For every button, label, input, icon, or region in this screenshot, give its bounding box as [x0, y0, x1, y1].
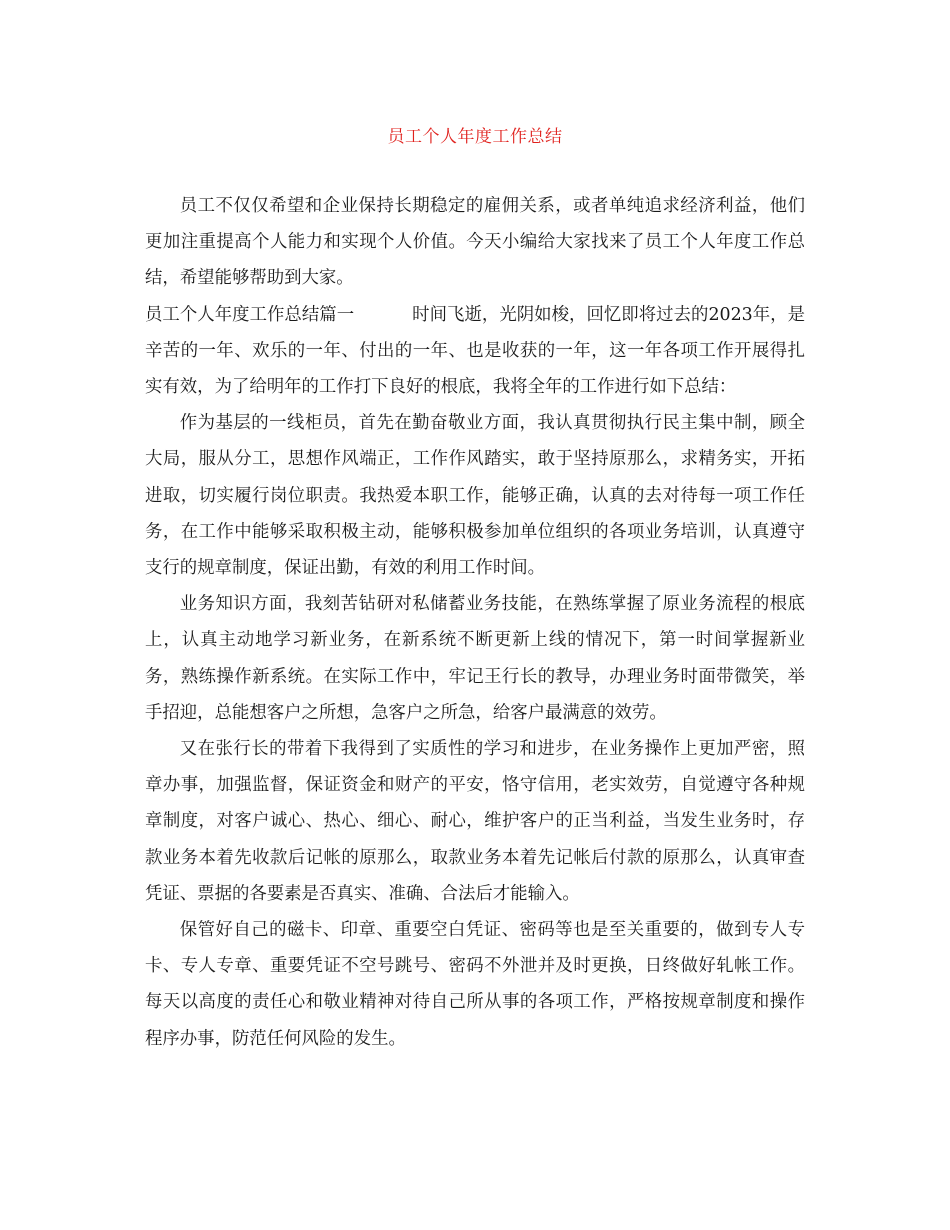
section-heading: 员工个人年度工作总结篇一 [145, 304, 355, 325]
document-body [145, 188, 805, 1057]
intro-paragraph: 员工不仅仅希望和企业保持长期稳定的雇佣关系，或者单纯追求经济利益，他们更加注重提高个人能力和实现个人价值。今天小编给大家找来了员工个人年度工作总结，希望能够帮助到大家。 [145, 196, 805, 289]
document-title: 员工个人年度工作总结 [387, 127, 563, 147]
section-paragraph [145, 297, 805, 406]
body-paragraph: 作为基层的一线柜员，首先在勤奋敬业方面，我认真贯彻执行民主集中制，顾全大局，服从分工，思想作风端正，工作作风踏实，敢于坚持原那么，求精务实，开拓进取，切实履行岗位职责。我热爱本职工作，能够正确，认真的去对待每一项工作任务，在工作中能够采取积极主动，能够积极参加单位组织的各项业务培训，认真遵守支行的规章制度，保证出勤，有效的利用工作时间。 [145, 413, 805, 579]
body-paragraph: 业务知识方面，我刻苦钻研对私储蓄业务技能，在熟练掌握了原业务流程的根底上，认真主动地学习新业务，在新系统不断更新上线的情况下，第一时间掌握新业务，熟练操作新系统。在实际工作中，牢记王行长的教导，办理业务时面带微笑，举手招迎，总能想客户之所想，急客户之所急，给客户最满意的效劳。 [145, 594, 805, 723]
body-paragraph: 又在张行长的带着下我得到了实质性的学习和进步，在业务操作上更加严密，照章办事，加强监督，保证资金和财产的平安，恪守信用，老实效劳，自觉遵守各种规章制度，对客户诚心、热心、细心、耐心，维护客户的正当利益，当发生业务时，存款业务本着先收款后记帐的原那么，取款业务本着先记帐后付款的原那么，认真审查凭证、票据的各要素是否真实、准确、合法后才能输入。 [145, 739, 805, 904]
section-intro-text: 时间飞逝，光阴如梭，回忆即将过去的2023年，是辛苦的一年、欢乐的一年、付出的一年、也是收获的一年，这一年各项工作开展得扎实有效，为了给明年的工作打下良好的根底，我将全年的工作进行如下总结： [145, 304, 805, 398]
body-paragraph: 保管好自己的磁卡、印章、重要空白凭证、密码等也是至关重要的，做到专人专卡、专人专章、重要凭证不空号跳号、密码不外泄并及时更换，日终做好轧帐工作。每天以高度的责任心和敬业精神对待自己所从事的各项工作，严格按规章制度和操作程序办事，防范任何风险的发生。 [145, 920, 805, 1049]
